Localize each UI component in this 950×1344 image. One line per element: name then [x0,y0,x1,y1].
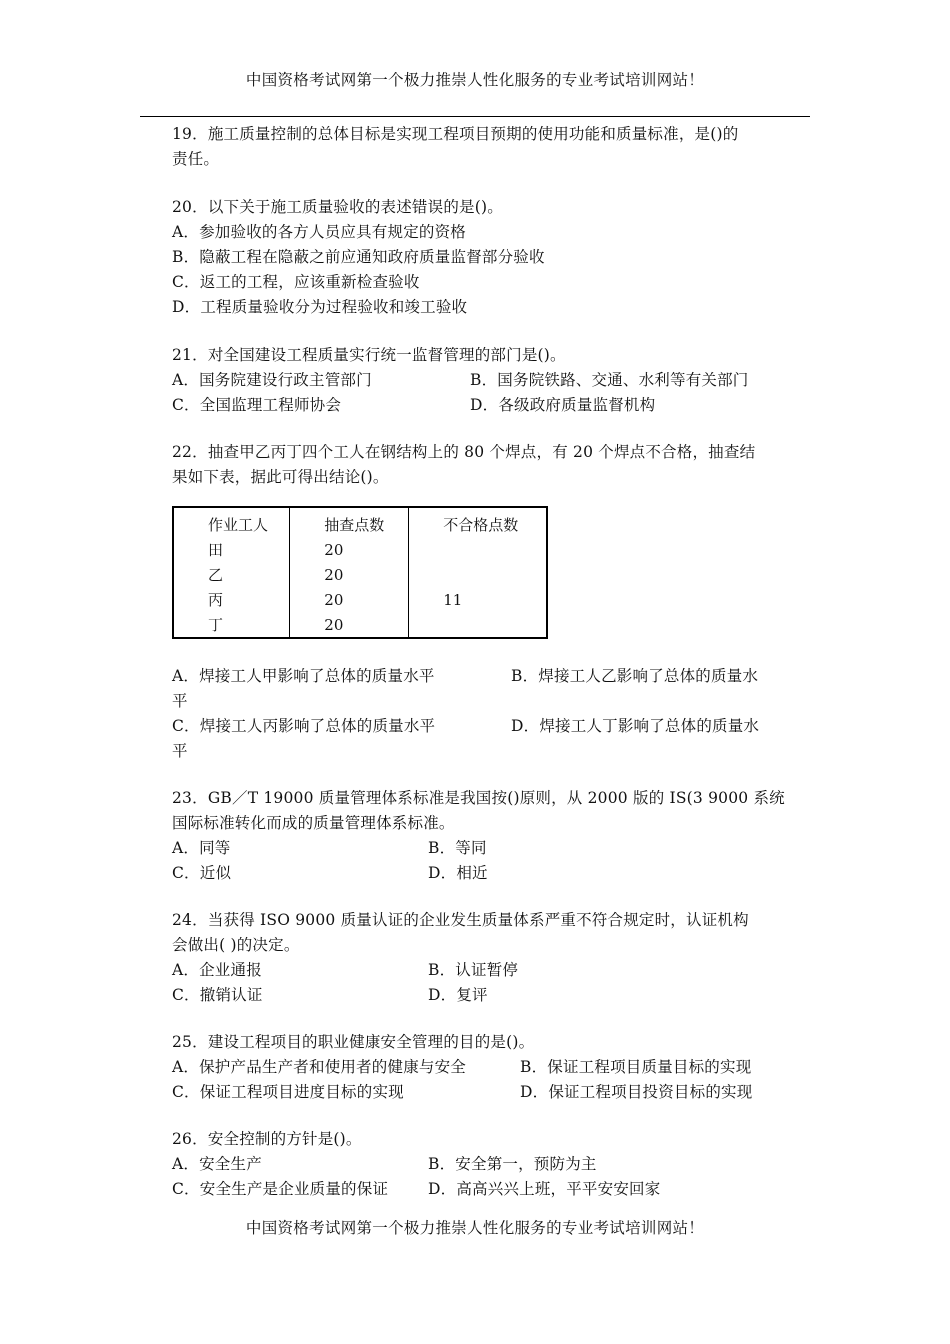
q23-option-a: A．同等 [172,839,231,857]
q22-option-a-wrap: 平 [172,692,188,710]
table-row [173,587,547,612]
table-row [173,612,547,638]
q26-option-a: A．安全生产 [172,1155,262,1173]
table-cell: 20 [290,537,409,562]
q24-line2: 会做出( )的决定。 [172,936,300,954]
q23-option-c: C．近似 [172,864,232,882]
table-header-cell: 抽查点数 [290,507,409,537]
table-cell: 20 [290,587,409,612]
q20-option-c: C．返工的工程，应该重新检查验收 [172,273,420,291]
table-cell: 田 [173,537,290,562]
table-row [173,562,547,587]
table-cell: 乙 [173,562,290,587]
q24-option-c: C．撤销认证 [172,986,263,1004]
header-rule [140,116,810,117]
q19-line1: 19．施工质量控制的总体目标是实现工程项目预期的使用功能和质量标准，是()的 [172,125,739,143]
inspection-table [172,506,548,639]
table-cell: 丙 [173,587,290,612]
q19-line2: 责任。 [172,150,220,168]
q25-option-a: A．保护产品生产者和使用者的健康与安全 [172,1058,466,1076]
page-footer: 中国资格考试网第一个极力推崇人性化服务的专业考试培训网站！ [245,1219,705,1237]
q26-option-b: B．安全第一，预防为主 [428,1155,597,1173]
q22-option-c: C．焊接工人丙影响了总体的质量水平 [172,717,436,735]
q23-line2: 国际标准转化而成的质量管理体系标准。 [172,814,455,832]
q22-option-d: D．焊接工人丁影响了总体的质量水 [511,717,760,735]
page-header: 中国资格考试网第一个极力推崇人性化服务的专业考试培训网站！ [245,71,705,89]
q20-option-d: D．工程质量验收分为过程验收和竣工验收 [172,298,468,316]
q20-stem: 20．以下关于施工质量验收的表述错误的是()。 [172,198,503,216]
table-cell: 11 [409,587,547,612]
q22-option-b: B．焊接工人乙影响了总体的质量水 [511,667,759,685]
q22-option-c-wrap: 平 [172,742,188,760]
table-cell [409,612,547,638]
table-header-cell: 作业工人 [173,507,290,537]
q23-option-b: B．等同 [428,839,487,857]
table-header-cell: 不合格点数 [409,507,547,537]
q22-line1: 22．抽查甲乙丙丁四个工人在钢结构上的 80 个焊点，有 20 个焊点不合格，抽查结 [172,443,756,461]
q24-line1: 24．当获得 ISO 9000 质量认证的企业发生质量体系严重不符合规定时，认证机构 [172,911,749,929]
q21-stem: 21．对全国建设工程质量实行统一监督管理的部门是()。 [172,346,566,364]
q25-option-c: C．保证工程项目进度目标的实现 [172,1083,404,1101]
table-cell: 20 [290,612,409,638]
q21-option-c: C．全国监理工程师协会 [172,396,342,414]
q21-option-d: D．各级政府质量监督机构 [470,396,656,414]
q24-option-b: B．认证暂停 [428,961,519,979]
q24-option-a: A．企业通报 [172,961,262,979]
table-cell [409,537,547,562]
q23-option-d: D．相近 [428,864,488,882]
q22-option-a: A．焊接工人甲影响了总体的质量水平 [172,667,435,685]
table-row [173,537,547,562]
table-cell: 丁 [173,612,290,638]
q23-line1: 23．GB／T 19000 质量管理体系标准是我国按()原则，从 2000 版的 IS(3 9000 系统 [172,789,785,807]
table-cell: 20 [290,562,409,587]
q21-option-b: B．国务院铁路、交通、水利等有关部门 [470,371,749,389]
q24-option-d: D．复评 [428,986,488,1004]
q20-option-b: B．隐蔽工程在隐蔽之前应通知政府质量监督部分验收 [172,248,545,266]
q25-option-d: D．保证工程项目投资目标的实现 [520,1083,753,1101]
q21-option-a: A．国务院建设行政主管部门 [172,371,372,389]
table-cell [409,562,547,587]
q26-option-d: D．高高兴兴上班，平平安安回家 [428,1180,661,1198]
q26-stem: 26．安全控制的方针是()。 [172,1130,362,1148]
q20-option-a: A．参加验收的各方人员应具有规定的资格 [172,223,466,241]
q26-option-c: C．安全生产是企业质量的保证 [172,1180,389,1198]
q22-line2: 果如下表，据此可得出结论()。 [172,468,389,486]
q25-stem: 25．建设工程项目的职业健康安全管理的目的是()。 [172,1033,535,1051]
q25-option-b: B．保证工程项目质量目标的实现 [520,1058,752,1076]
table-header-row [173,507,547,537]
